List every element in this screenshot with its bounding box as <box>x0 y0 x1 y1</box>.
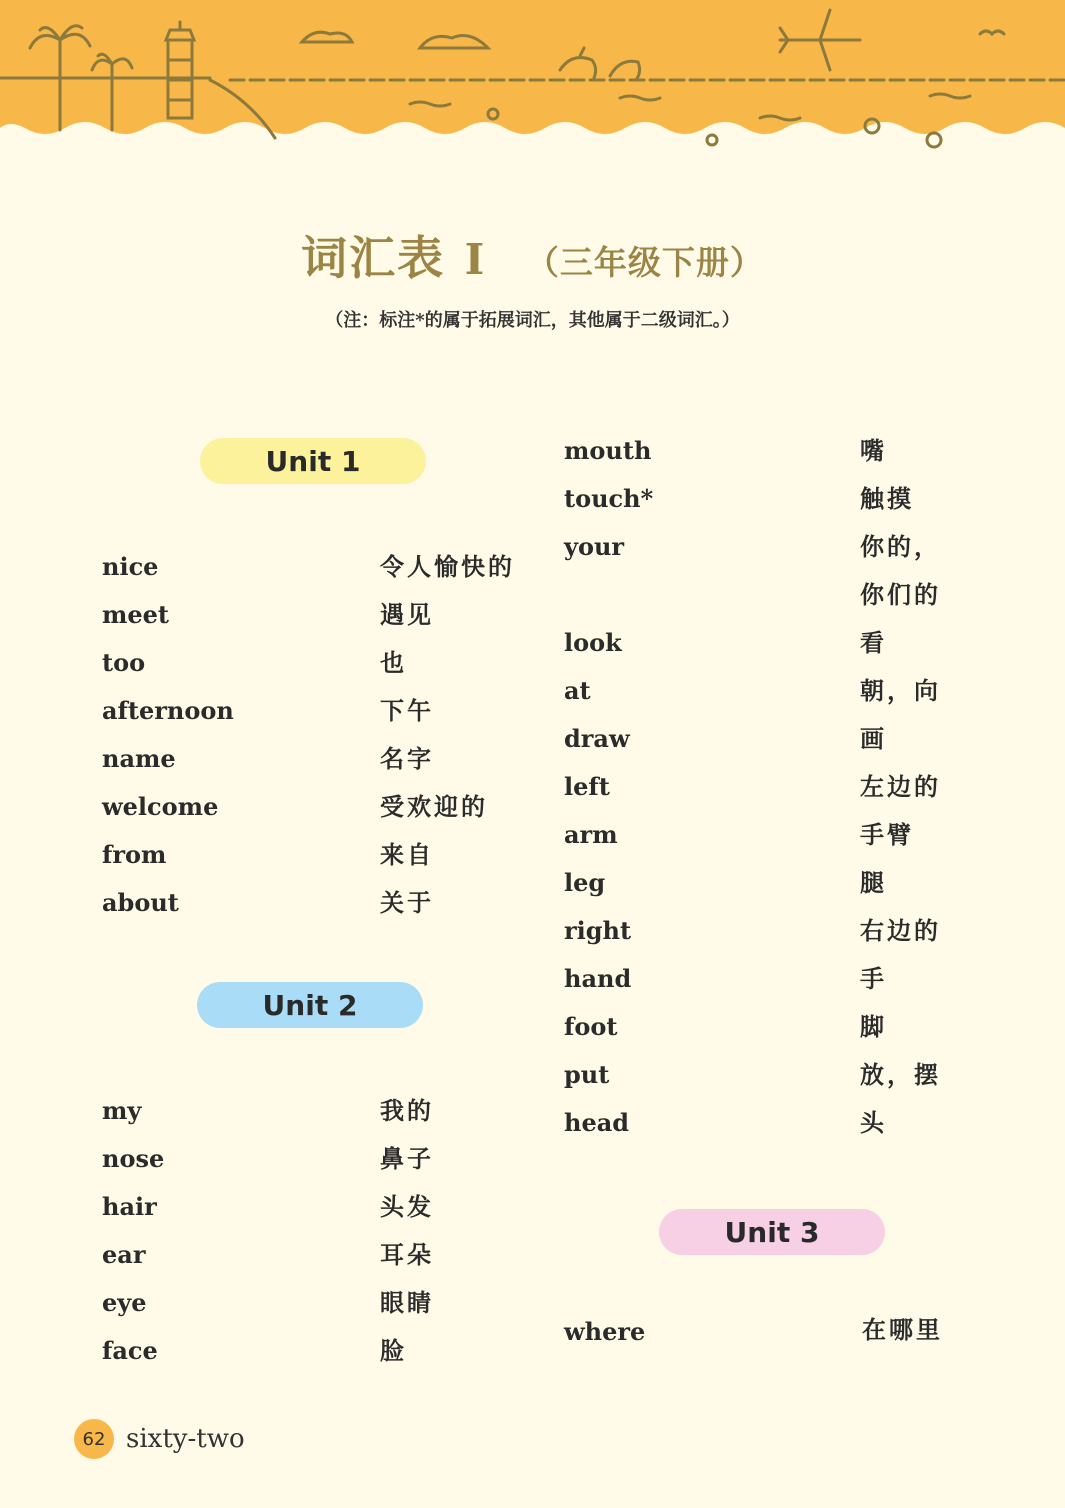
word-en: where <box>564 1317 646 1346</box>
unit1-heading: Unit 1 <box>200 438 426 484</box>
word-en: eye <box>102 1288 147 1317</box>
word-zh: 脸 <box>380 1336 407 1365</box>
word-en: meet <box>102 600 170 629</box>
word-en: too <box>102 648 146 677</box>
word-en: left <box>564 772 610 801</box>
word-zh: 耳朵 <box>380 1240 434 1269</box>
word-zh: 右边的 <box>860 916 941 945</box>
unit3-heading: Unit 3 <box>659 1209 885 1255</box>
page-number-word: sixty-two <box>126 1424 245 1454</box>
word-en: name <box>102 744 176 773</box>
word-en: right <box>564 916 632 945</box>
word-zh: 触摸 <box>860 484 914 513</box>
word-zh: 看 <box>860 628 887 657</box>
word-zh: 来自 <box>380 840 434 869</box>
word-zh: 关于 <box>380 888 434 917</box>
word-en: foot <box>564 1012 618 1041</box>
word-en: leg <box>564 868 606 897</box>
title-subtitle: （三年级下册） <box>525 243 764 282</box>
word-zh: 我的 <box>380 1096 434 1125</box>
word-zh: 朝，向 <box>860 676 941 705</box>
word-en: look <box>564 628 622 657</box>
word-zh: 名字 <box>380 744 434 773</box>
word-zh: 画 <box>860 724 887 753</box>
word-en: hand <box>564 964 632 993</box>
word-zh: 手臂 <box>860 820 914 849</box>
word-zh: 也 <box>380 648 407 677</box>
word-en: face <box>102 1336 158 1365</box>
word-en: from <box>102 840 167 869</box>
word-en: put <box>564 1060 610 1089</box>
word-zh: 放，摆 <box>860 1060 941 1089</box>
word-zh: 脚 <box>860 1012 887 1041</box>
word-en: head <box>564 1108 630 1137</box>
word-zh: 你的， <box>860 532 941 561</box>
page-title <box>0 222 1065 288</box>
word-en: touch* <box>564 484 654 513</box>
word-en: at <box>564 676 591 705</box>
word-en: draw <box>564 724 630 753</box>
word-en: your <box>564 532 625 561</box>
word-en: arm <box>564 820 618 849</box>
title-roman-numeral: I <box>464 235 485 284</box>
word-en: about <box>102 888 179 917</box>
word-en: my <box>102 1096 142 1125</box>
word-en: afternoon <box>102 696 234 725</box>
page-number-badge: 62 <box>74 1419 114 1459</box>
word-zh: 受欢迎的 <box>380 792 488 821</box>
title-main: 词汇表 <box>301 231 446 285</box>
word-zh: 遇见 <box>380 600 434 629</box>
beach-banner-illustration <box>0 0 1065 160</box>
note-text: （注：标注*的属于拓展词汇，其他属于二级词汇。） <box>325 310 740 331</box>
word-zh: 眼睛 <box>380 1288 434 1317</box>
word-zh: 嘴 <box>860 436 887 465</box>
word-zh: 下午 <box>380 696 434 725</box>
word-en: hair <box>102 1192 157 1221</box>
word-zh: 在哪里 <box>862 1315 943 1344</box>
word-zh: 头发 <box>380 1192 434 1221</box>
unit2-heading: Unit 2 <box>197 982 423 1028</box>
word-en: mouth <box>564 436 652 465</box>
word-en: ear <box>102 1240 146 1269</box>
word-zh: 头 <box>860 1108 887 1137</box>
word-zh: 令人愉快的 <box>380 552 515 581</box>
word-zh: 腿 <box>860 868 887 897</box>
word-zh: 手 <box>860 964 887 993</box>
word-en: nice <box>102 552 159 581</box>
word-en: welcome <box>102 792 219 821</box>
word-zh: 左边的 <box>860 772 941 801</box>
word-zh: 鼻子 <box>380 1144 434 1173</box>
word-en: nose <box>102 1144 165 1173</box>
word-zh-continued: 你们的 <box>860 580 941 609</box>
